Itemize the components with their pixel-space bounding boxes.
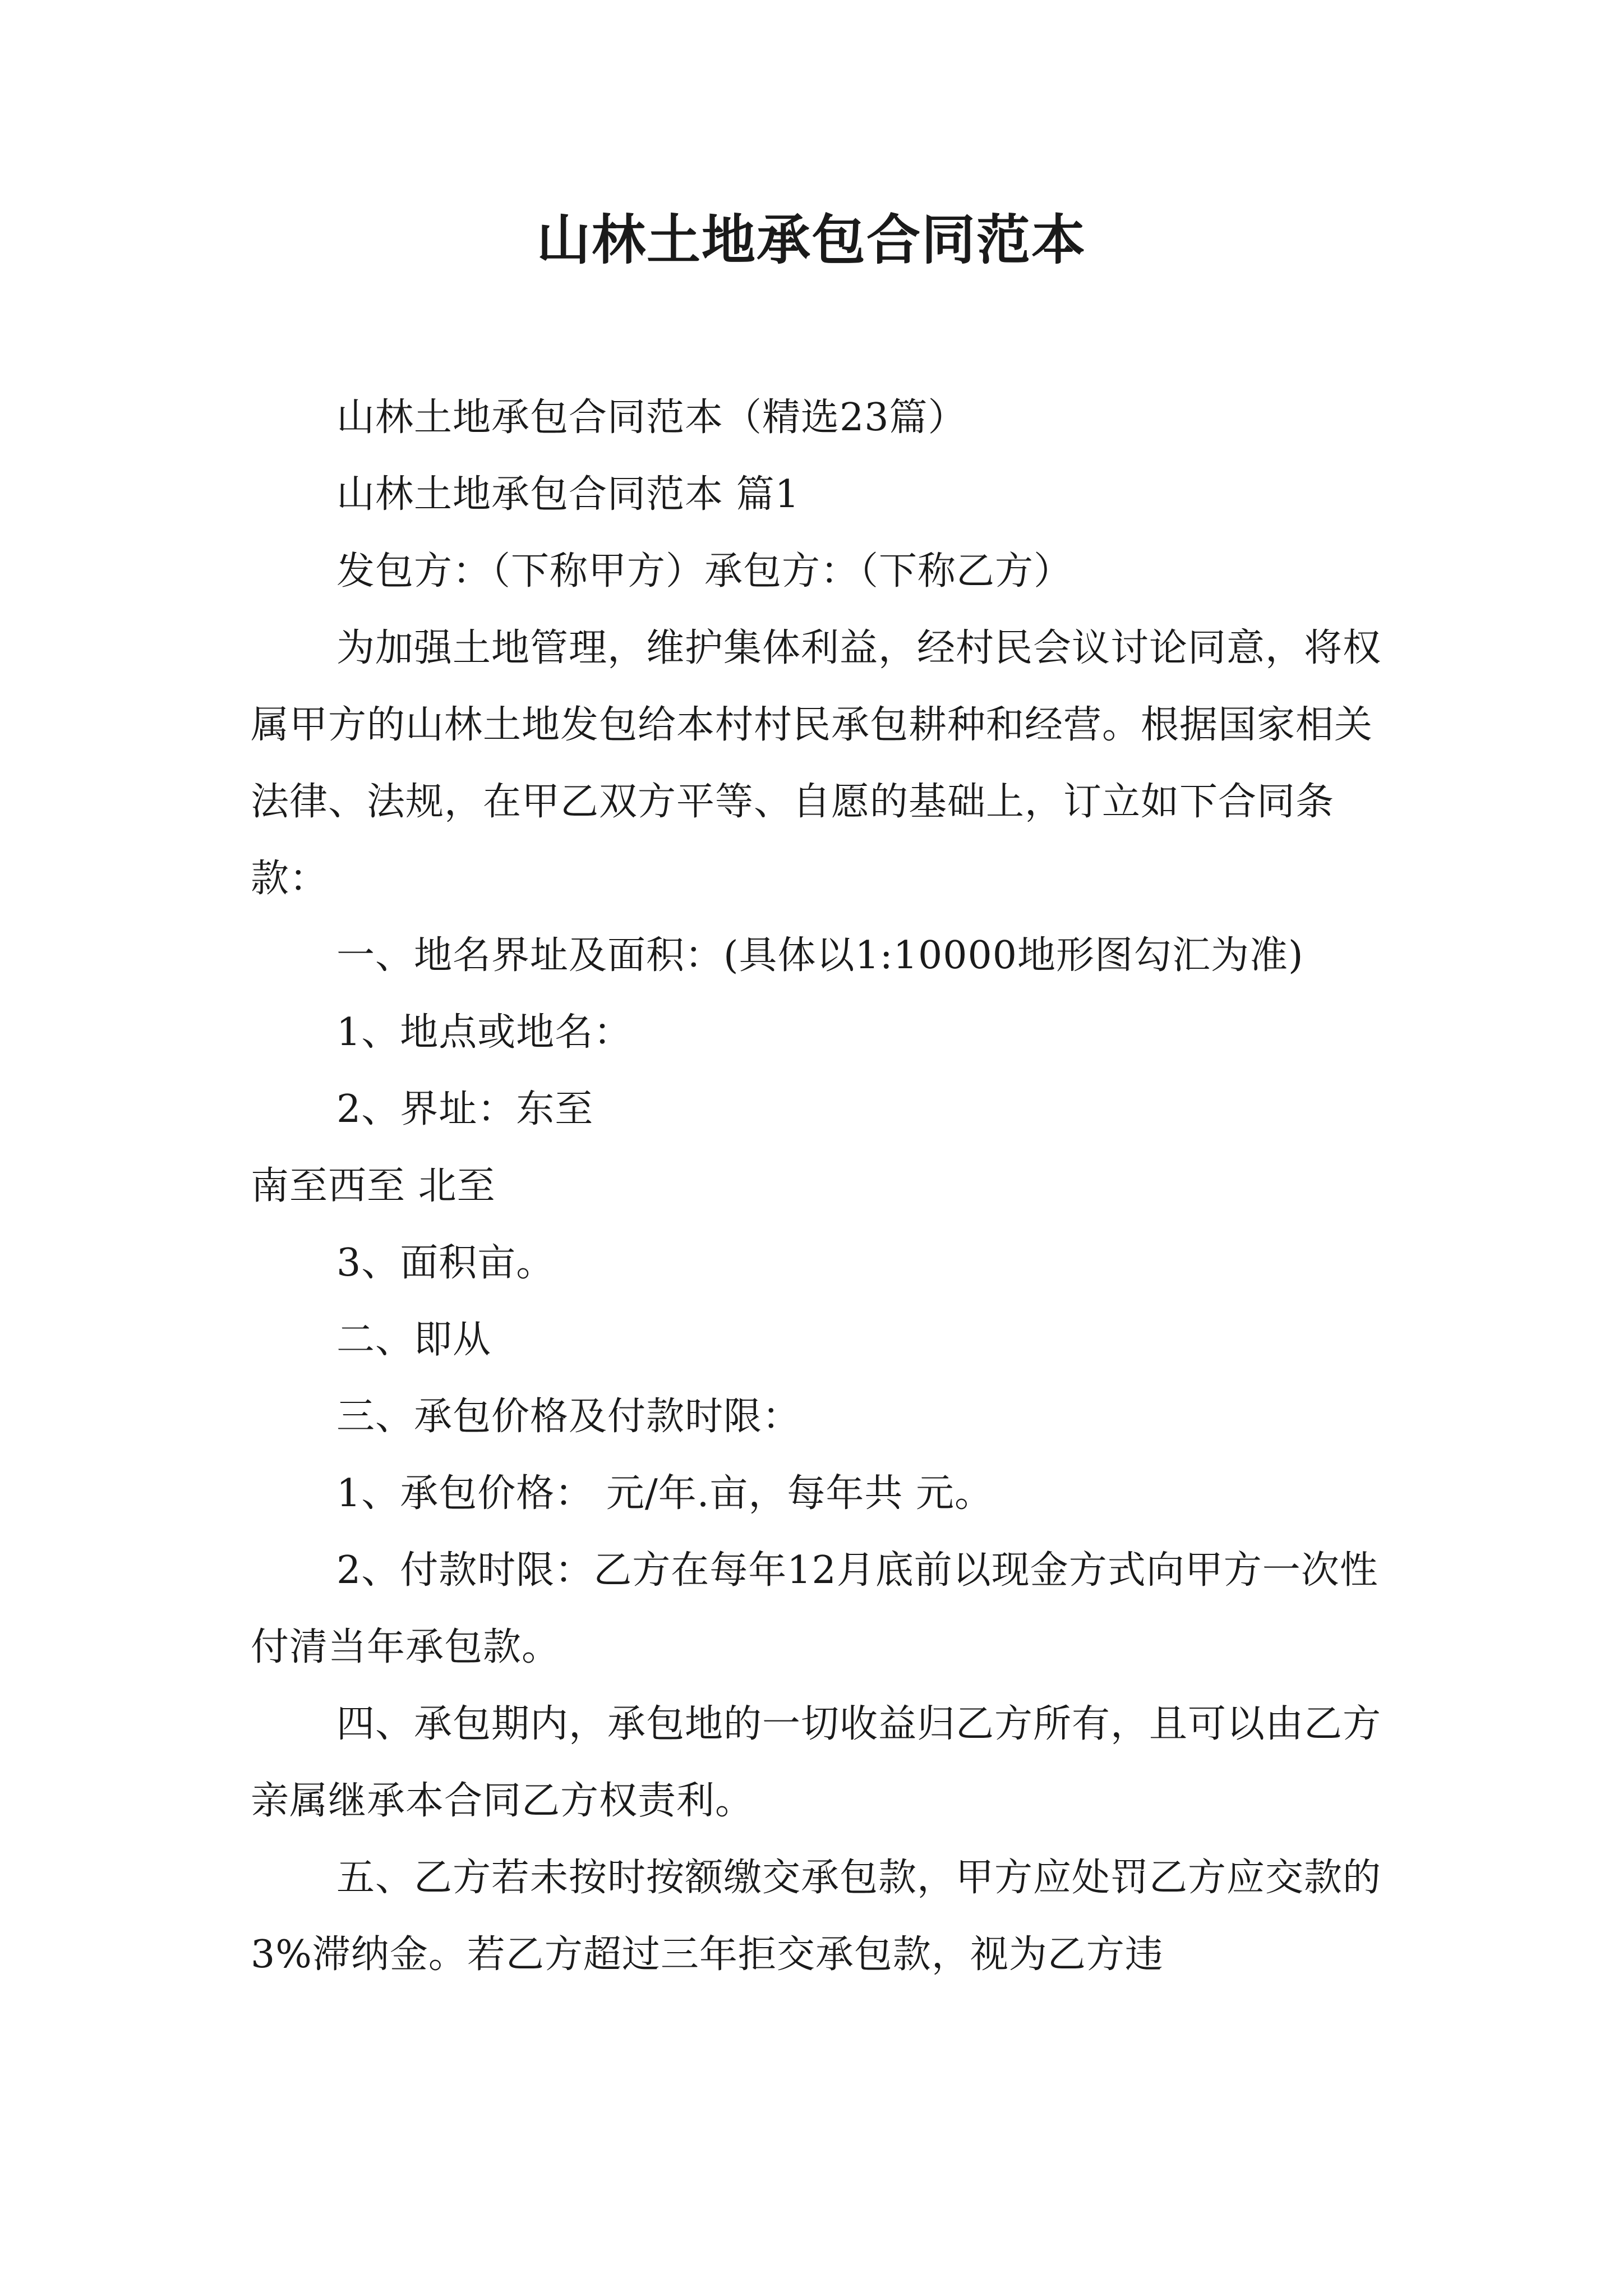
paragraph: 二、即从 [336,1318,492,1362]
paragraph: 南至西至 北至 [251,1164,496,1208]
paragraph: 1、地点或地名： [336,1010,633,1055]
paragraph: 四、承包期内，承包地的一切收益归乙方所有，且可以由乙方亲属继承本合同乙方权责利。 [251,1702,1382,1823]
paragraph: 发包方：（下称甲方）承包方：（下称乙方） [336,549,1073,593]
paragraph: 山林土地承包合同范本（精选23篇） [336,395,967,440]
paragraph: 五、乙方若未按时按额缴交承包款，甲方应处罚乙方应交款的3%滞纳金。若乙方超过三年拒交承包款，视为乙方违 [251,1856,1382,1977]
paragraph: 3、面积亩。 [336,1241,555,1285]
paragraph: 2、界址：东至 [336,1087,594,1131]
document-title: 山林土地承包合同范本 [537,208,1086,272]
paragraph: 2、付款时限：乙方在每年12月底前以现金方式向甲方一次性付清当年承包款。 [251,1548,1378,1669]
paragraph: 山林土地承包合同范本 篇1 [336,472,800,517]
paragraph: 1、承包价格： 元/年.亩，每年共 元。 [336,1471,994,1516]
paragraph: 三、承包价格及付款时限： [336,1395,801,1439]
paragraph: 一、地名界址及面积：(具体以1:10000地形图勾汇为准) [336,933,1304,978]
document-body [251,379,1395,1993]
paragraph: 为加强土地管理，维护集体利益，经村民会议讨论同意，将权属甲方的山林土地发包给本村村民承包耕种和经营。根据国家相关法律、法规，在甲乙双方平等、自愿的基础上，订立如下合同条款： [251,626,1382,901]
